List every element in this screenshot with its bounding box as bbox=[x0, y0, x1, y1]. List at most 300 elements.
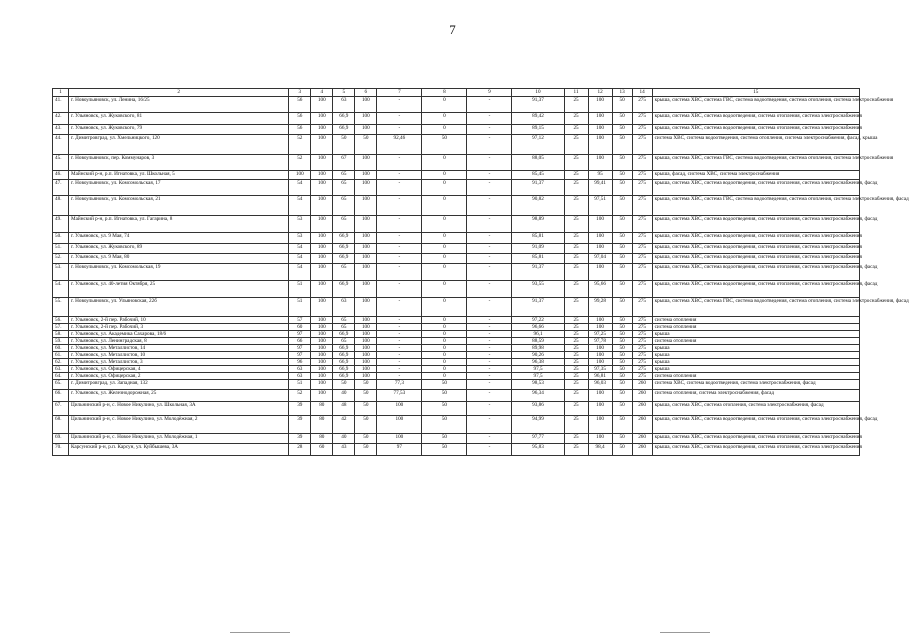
value-cell: - bbox=[467, 281, 512, 298]
table-row bbox=[53, 196, 860, 216]
value-cell: 50 bbox=[612, 254, 632, 264]
value-cell: 25 bbox=[564, 244, 588, 254]
value-cell: 66,9 bbox=[333, 373, 355, 380]
value-cell: 25 bbox=[564, 366, 588, 373]
value-cell: 50 bbox=[612, 324, 632, 331]
value-cell: 50 bbox=[422, 444, 467, 456]
table-row bbox=[53, 366, 860, 373]
works-cell: крыша, система ХВС, система ГВС, система водоотведения, система отопления, система электроснабжения bbox=[652, 97, 859, 113]
value-cell: 66,9 bbox=[333, 233, 355, 244]
value-cell: - bbox=[377, 180, 422, 196]
value-cell: 97,51 bbox=[588, 196, 612, 216]
value-cell: 39 bbox=[289, 434, 311, 444]
value-cell: 275 bbox=[632, 331, 652, 338]
row-number: 47. bbox=[53, 180, 69, 196]
value-cell: 65 bbox=[333, 196, 355, 216]
value-cell: - bbox=[377, 324, 422, 331]
value-cell: 52 bbox=[289, 390, 311, 402]
value-cell: 25 bbox=[564, 324, 588, 331]
value-cell: 65 bbox=[333, 317, 355, 324]
value-cell: 50 bbox=[612, 113, 632, 125]
value-cell: 0 bbox=[422, 366, 467, 373]
value-cell: 100 bbox=[311, 135, 333, 155]
value-cell: 0 bbox=[422, 125, 467, 135]
value-cell: 96,81 bbox=[588, 373, 612, 380]
value-cell: 25 bbox=[564, 113, 588, 125]
value-cell: 100 bbox=[588, 233, 612, 244]
table-row bbox=[53, 180, 860, 196]
value-cell: 275 bbox=[632, 233, 652, 244]
works-cell: крыша, система ХВС, система водоотведения, система отопления, система электроснабжения bbox=[652, 233, 859, 244]
value-cell: 100 bbox=[355, 317, 377, 324]
value-cell: 63 bbox=[289, 366, 311, 373]
value-cell: 25 bbox=[564, 380, 588, 390]
value-cell: 66,9 bbox=[333, 281, 355, 298]
value-cell: 66 bbox=[289, 338, 311, 345]
value-cell: - bbox=[377, 264, 422, 281]
value-cell: 100 bbox=[355, 373, 377, 380]
column-header: 6 bbox=[355, 89, 377, 97]
address-cell: г. Ульяновск, ул. Жуковского, 89 bbox=[69, 244, 289, 254]
works-cell: крыша, система ХВС, система ГВС, система водоотведения, система отопления, система электроснабжения bbox=[652, 155, 859, 171]
value-cell: - bbox=[467, 366, 512, 373]
value-cell: 25 bbox=[564, 345, 588, 352]
data-table bbox=[52, 88, 909, 456]
value-cell: 275 bbox=[632, 216, 652, 233]
value-cell: 89,15 bbox=[512, 125, 564, 135]
value-cell: 50 bbox=[355, 402, 377, 416]
value-cell: 100 bbox=[311, 338, 333, 345]
works-cell: крыша bbox=[652, 359, 859, 366]
value-cell: - bbox=[467, 298, 512, 317]
value-cell: - bbox=[467, 345, 512, 352]
address-cell: г. Ульяновск, ул. Жуковского, 79 bbox=[69, 125, 289, 135]
row-number: 58. bbox=[53, 331, 69, 338]
value-cell: - bbox=[377, 196, 422, 216]
value-cell: 100 bbox=[588, 97, 612, 113]
value-cell: 25 bbox=[564, 180, 588, 196]
value-cell: 100 bbox=[311, 233, 333, 244]
table-row bbox=[53, 125, 860, 135]
value-cell: 25 bbox=[564, 317, 588, 324]
works-cell: крыша, система ХВС, система водоотведения, система отопления, система электроснабжения, фасад bbox=[652, 216, 859, 233]
address-cell: г. Ульяновск, ул. Офицерская, 4 bbox=[69, 366, 289, 373]
works-cell: крыша, система ХВС, система ГВС, система водоотведения, система отопления, система электроснабжения, фасад bbox=[652, 298, 859, 317]
value-cell: 25 bbox=[564, 196, 588, 216]
value-cell: 66,9 bbox=[333, 359, 355, 366]
value-cell: 100 bbox=[588, 155, 612, 171]
value-cell: 50 bbox=[612, 444, 632, 456]
value-cell: 98,4 bbox=[588, 444, 612, 456]
row-number: 50. bbox=[53, 233, 69, 244]
value-cell: 0 bbox=[422, 171, 467, 180]
value-cell: 97,35 bbox=[588, 366, 612, 373]
value-cell: 80 bbox=[311, 402, 333, 416]
value-cell: 97,04 bbox=[588, 254, 612, 264]
value-cell: 260 bbox=[632, 434, 652, 444]
table-row bbox=[53, 216, 860, 233]
value-cell: 0 bbox=[422, 264, 467, 281]
value-cell: 50 bbox=[612, 233, 632, 244]
value-cell: 97,12 bbox=[512, 135, 564, 155]
value-cell: 43 bbox=[333, 444, 355, 456]
value-cell: 50 bbox=[612, 380, 632, 390]
value-cell: 65 bbox=[333, 338, 355, 345]
value-cell: 100 bbox=[588, 359, 612, 366]
value-cell: - bbox=[467, 390, 512, 402]
value-cell: 50 bbox=[612, 390, 632, 402]
value-cell: - bbox=[467, 317, 512, 324]
value-cell: 275 bbox=[632, 281, 652, 298]
table-row bbox=[53, 233, 860, 244]
row-number: 61. bbox=[53, 352, 69, 359]
row-number: 43. bbox=[53, 125, 69, 135]
value-cell: 51 bbox=[289, 281, 311, 298]
value-cell: 50 bbox=[612, 338, 632, 345]
value-cell: 0 bbox=[422, 345, 467, 352]
works-cell: крыша bbox=[652, 352, 859, 359]
value-cell: 50 bbox=[612, 359, 632, 366]
value-cell: - bbox=[467, 264, 512, 281]
value-cell: 260 bbox=[632, 416, 652, 434]
value-cell: 66,9 bbox=[333, 125, 355, 135]
table-row bbox=[53, 416, 860, 434]
value-cell: 100 bbox=[355, 216, 377, 233]
value-cell: 28 bbox=[289, 444, 311, 456]
value-cell: - bbox=[467, 338, 512, 345]
value-cell: 95,66 bbox=[588, 281, 612, 298]
value-cell: 50 bbox=[612, 366, 632, 373]
value-cell: 25 bbox=[564, 402, 588, 416]
value-cell: 100 bbox=[355, 359, 377, 366]
value-cell: - bbox=[377, 216, 422, 233]
address-cell: г. Новоульяновск, ул. Комсомольская, 17 bbox=[69, 180, 289, 196]
value-cell: 0 bbox=[422, 97, 467, 113]
works-cell: крыша, система ХВС, система водоотведения, система отопления, система электроснабжения bbox=[652, 125, 859, 135]
table-row bbox=[53, 331, 860, 338]
value-cell: 50 bbox=[333, 380, 355, 390]
value-cell: 50 bbox=[612, 216, 632, 233]
value-cell: 51 bbox=[289, 380, 311, 390]
value-cell: - bbox=[377, 254, 422, 264]
value-cell: 50 bbox=[612, 244, 632, 254]
value-cell: - bbox=[377, 125, 422, 135]
value-cell: 100 bbox=[355, 338, 377, 345]
works-cell: крыша, система ХВС, система водоотведения, система отопления, система электроснабжения bbox=[652, 254, 859, 264]
value-cell: - bbox=[467, 171, 512, 180]
row-number: 52. bbox=[53, 254, 69, 264]
value-cell: 0 bbox=[422, 216, 467, 233]
value-cell: 97,25 bbox=[588, 331, 612, 338]
value-cell: 100 bbox=[311, 281, 333, 298]
value-cell: 50 bbox=[355, 434, 377, 444]
value-cell: 0 bbox=[422, 244, 467, 254]
value-cell: 275 bbox=[632, 345, 652, 352]
row-number: 56. bbox=[53, 317, 69, 324]
value-cell: 0 bbox=[422, 338, 467, 345]
value-cell: 0 bbox=[422, 254, 467, 264]
value-cell: 92,46 bbox=[377, 135, 422, 155]
value-cell: 99,28 bbox=[588, 298, 612, 317]
row-number: 66. bbox=[53, 390, 69, 402]
column-header: 1 bbox=[53, 89, 69, 97]
row-number: 44. bbox=[53, 135, 69, 155]
row-number: 70. bbox=[53, 444, 69, 456]
row-number: 42. bbox=[53, 113, 69, 125]
table-row bbox=[53, 264, 860, 281]
value-cell: 66,9 bbox=[333, 331, 355, 338]
value-cell: 88,05 bbox=[512, 155, 564, 171]
value-cell: 57 bbox=[289, 317, 311, 324]
value-cell: 50 bbox=[612, 97, 632, 113]
value-cell: 100 bbox=[355, 171, 377, 180]
value-cell: 0 bbox=[422, 352, 467, 359]
row-number: 68. bbox=[53, 416, 69, 434]
value-cell: 100 bbox=[355, 113, 377, 125]
row-number: 65. bbox=[53, 380, 69, 390]
value-cell: 0 bbox=[422, 196, 467, 216]
value-cell: - bbox=[377, 317, 422, 324]
value-cell: 91,37 bbox=[512, 298, 564, 317]
value-cell: 97,5 bbox=[512, 366, 564, 373]
value-cell: 50 bbox=[612, 135, 632, 155]
value-cell: - bbox=[467, 434, 512, 444]
value-cell: 93,86 bbox=[512, 402, 564, 416]
column-header: 14 bbox=[632, 89, 652, 97]
table-row bbox=[53, 345, 860, 352]
value-cell: 42 bbox=[333, 416, 355, 434]
value-cell: 25 bbox=[564, 254, 588, 264]
value-cell: 67 bbox=[333, 155, 355, 171]
address-cell: г. Ульяновск, ул. Металлистов, 3 bbox=[69, 359, 289, 366]
value-cell: 50 bbox=[612, 171, 632, 180]
value-cell: 100 bbox=[311, 113, 333, 125]
value-cell: 100 bbox=[289, 171, 311, 180]
value-cell: - bbox=[377, 331, 422, 338]
works-cell: крыша, система ХВС, система ГВС, система водоотведения, система отопления, система электроснабжения, фасад bbox=[652, 196, 859, 216]
works-cell: крыша, система ХВС, система водоотведения, система отопления, система электроснабжения, фасад bbox=[652, 281, 859, 298]
address-cell: г. Новоульяновск, ул. Ульяновская, 22б bbox=[69, 298, 289, 317]
value-cell: - bbox=[467, 373, 512, 380]
value-cell: - bbox=[377, 338, 422, 345]
works-cell: крыша, система ХВС, система водоотведения, система отопления, система электроснабжения, фасад bbox=[652, 264, 859, 281]
value-cell: - bbox=[377, 352, 422, 359]
value-cell: 40 bbox=[333, 390, 355, 402]
value-cell: 50 bbox=[355, 135, 377, 155]
row-number: 59. bbox=[53, 338, 69, 345]
value-cell: 85,81 bbox=[512, 233, 564, 244]
value-cell: 56 bbox=[289, 97, 311, 113]
value-cell: 25 bbox=[564, 390, 588, 402]
value-cell: 100 bbox=[588, 390, 612, 402]
table-row bbox=[53, 390, 860, 402]
value-cell: 97,78 bbox=[588, 338, 612, 345]
value-cell: 100 bbox=[588, 352, 612, 359]
value-cell: 100 bbox=[588, 135, 612, 155]
value-cell: 56 bbox=[289, 113, 311, 125]
value-cell: 50 bbox=[422, 380, 467, 390]
value-cell: 50 bbox=[355, 380, 377, 390]
value-cell: 50 bbox=[422, 135, 467, 155]
address-cell: г. Ульяновск, 2-й пер. Рабочий, 10 bbox=[69, 317, 289, 324]
value-cell: 100 bbox=[588, 264, 612, 281]
address-cell: г. Димитровград, ул. Западная, 132 bbox=[69, 380, 289, 390]
value-cell: 77,53 bbox=[377, 390, 422, 402]
value-cell: 99,41 bbox=[588, 180, 612, 196]
value-cell: - bbox=[377, 244, 422, 254]
value-cell: 0 bbox=[422, 324, 467, 331]
value-cell: 100 bbox=[377, 402, 422, 416]
value-cell: 275 bbox=[632, 97, 652, 113]
value-cell: 100 bbox=[311, 324, 333, 331]
value-cell: 50 bbox=[612, 434, 632, 444]
value-cell: 100 bbox=[311, 317, 333, 324]
address-cell: г. Ульяновск, ул. 9 Мая, 80 bbox=[69, 254, 289, 264]
value-cell: 100 bbox=[311, 97, 333, 113]
works-cell: система отопления bbox=[652, 338, 859, 345]
table-row bbox=[53, 97, 860, 113]
address-cell: г. Димитровград, ул. Хмельницкого, 120 bbox=[69, 135, 289, 155]
value-cell: 97,22 bbox=[512, 317, 564, 324]
value-cell: 54 bbox=[289, 196, 311, 216]
value-cell: 25 bbox=[564, 352, 588, 359]
value-cell: 100 bbox=[355, 180, 377, 196]
address-cell: Цильнинский р-н, с. Новое Никулино, ул. Молодёжная, 1 bbox=[69, 434, 289, 444]
value-cell: - bbox=[377, 113, 422, 125]
value-cell: 63 bbox=[333, 298, 355, 317]
value-cell: 100 bbox=[355, 281, 377, 298]
value-cell: 275 bbox=[632, 324, 652, 331]
value-cell: 100 bbox=[311, 352, 333, 359]
value-cell: - bbox=[467, 331, 512, 338]
address-cell: г. Новоульяновск, ул. Комсомольская, 19 bbox=[69, 264, 289, 281]
column-header: 2 bbox=[69, 89, 289, 97]
value-cell: 100 bbox=[311, 180, 333, 196]
value-cell: 25 bbox=[564, 444, 588, 456]
value-cell: 275 bbox=[632, 338, 652, 345]
value-cell: 53 bbox=[289, 216, 311, 233]
column-header: 15 bbox=[652, 89, 859, 97]
address-cell: г. Ульяновск, ул. Академика Сахарова, 18/6 bbox=[69, 331, 289, 338]
value-cell: 100 bbox=[377, 416, 422, 434]
value-cell: - bbox=[467, 444, 512, 456]
column-header: 3 bbox=[289, 89, 311, 97]
value-cell: 88,59 bbox=[512, 338, 564, 345]
value-cell: 260 bbox=[632, 444, 652, 456]
value-cell: 275 bbox=[632, 171, 652, 180]
value-cell: 65 bbox=[333, 264, 355, 281]
value-cell: - bbox=[377, 233, 422, 244]
address-cell: г. Ульяновск, ул. Офицерская, 2 bbox=[69, 373, 289, 380]
row-number: 57. bbox=[53, 324, 69, 331]
column-header: 4 bbox=[311, 89, 333, 97]
value-cell: 94,99 bbox=[512, 416, 564, 434]
value-cell: 89,98 bbox=[512, 345, 564, 352]
row-number: 63. bbox=[53, 366, 69, 373]
value-cell: 100 bbox=[311, 373, 333, 380]
value-cell: 100 bbox=[588, 434, 612, 444]
value-cell: - bbox=[467, 233, 512, 244]
works-cell: крыша bbox=[652, 366, 859, 373]
value-cell: 50 bbox=[355, 416, 377, 434]
value-cell: 50 bbox=[612, 264, 632, 281]
value-cell: 100 bbox=[377, 434, 422, 444]
value-cell: 97,77 bbox=[512, 434, 564, 444]
value-cell: - bbox=[377, 298, 422, 317]
address-cell: г. Ульяновск, 2-й пер. Рабочий, 3 bbox=[69, 324, 289, 331]
table-header bbox=[53, 89, 860, 97]
value-cell: 275 bbox=[632, 373, 652, 380]
value-cell: 100 bbox=[355, 97, 377, 113]
value-cell: 260 bbox=[632, 390, 652, 402]
value-cell: 275 bbox=[632, 359, 652, 366]
table-row bbox=[53, 402, 860, 416]
value-cell: 51 bbox=[289, 298, 311, 317]
value-cell: 25 bbox=[564, 416, 588, 434]
value-cell: - bbox=[467, 155, 512, 171]
value-cell: 50 bbox=[612, 155, 632, 171]
value-cell: 80 bbox=[311, 434, 333, 444]
table-row bbox=[53, 317, 860, 324]
works-cell: крыша, система ХВС, система водоотведения, система отопления, система электроснабжения bbox=[652, 434, 859, 444]
value-cell: 50 bbox=[612, 180, 632, 196]
address-cell: г. Ульяновск, ул. Железнодорожная, 25 bbox=[69, 390, 289, 402]
address-cell: Майнский р-н, р.п. Игнатовка, ул. Гагарина, 8 bbox=[69, 216, 289, 233]
address-cell: г. Новоульяновск, ул. Ленина, 16/25 bbox=[69, 97, 289, 113]
value-cell: 100 bbox=[311, 390, 333, 402]
value-cell: 65 bbox=[333, 324, 355, 331]
value-cell: 96,03 bbox=[588, 380, 612, 390]
value-cell: 275 bbox=[632, 264, 652, 281]
value-cell: 91,37 bbox=[512, 180, 564, 196]
value-cell: 100 bbox=[355, 196, 377, 216]
value-cell: 25 bbox=[564, 233, 588, 244]
value-cell: - bbox=[377, 281, 422, 298]
address-cell: г. Ульяновск, ул. 40-летия Октября, 25 bbox=[69, 281, 289, 298]
value-cell: - bbox=[377, 359, 422, 366]
value-cell: - bbox=[467, 254, 512, 264]
value-cell: - bbox=[467, 135, 512, 155]
value-cell: 25 bbox=[564, 264, 588, 281]
value-cell: 25 bbox=[564, 338, 588, 345]
value-cell: 275 bbox=[632, 254, 652, 264]
value-cell: 89,42 bbox=[512, 113, 564, 125]
value-cell: 50 bbox=[612, 298, 632, 317]
value-cell: 25 bbox=[564, 298, 588, 317]
address-cell: Карсунский р-н, р.п. Карсун, ул. Куйбышева, 3А bbox=[69, 444, 289, 456]
value-cell: 56 bbox=[289, 125, 311, 135]
works-cell: система ХВС, система водоотведения, система электроснабжения, фасад bbox=[652, 380, 859, 390]
value-cell: 66,9 bbox=[333, 366, 355, 373]
value-cell: 0 bbox=[422, 317, 467, 324]
value-cell: - bbox=[377, 155, 422, 171]
value-cell: 90,26 bbox=[512, 352, 564, 359]
works-cell: крыша, система ХВС, система отопления, система электроснабжения, фасад bbox=[652, 402, 859, 416]
address-cell: г. Ульяновск, ул. 9 Мая, 74 bbox=[69, 233, 289, 244]
value-cell: 100 bbox=[311, 366, 333, 373]
table-row bbox=[53, 359, 860, 366]
value-cell: 100 bbox=[588, 216, 612, 233]
value-cell: 65 bbox=[333, 216, 355, 233]
value-cell: 100 bbox=[355, 155, 377, 171]
value-cell: 96,34 bbox=[512, 390, 564, 402]
value-cell: - bbox=[467, 416, 512, 434]
row-number: 53. bbox=[53, 264, 69, 281]
value-cell: 275 bbox=[632, 244, 652, 254]
address-cell: Цильнинский р-н, с. Новое Никулино, ул. Молодёжная, 2 bbox=[69, 416, 289, 434]
row-number: 62. bbox=[53, 359, 69, 366]
value-cell: 25 bbox=[564, 125, 588, 135]
